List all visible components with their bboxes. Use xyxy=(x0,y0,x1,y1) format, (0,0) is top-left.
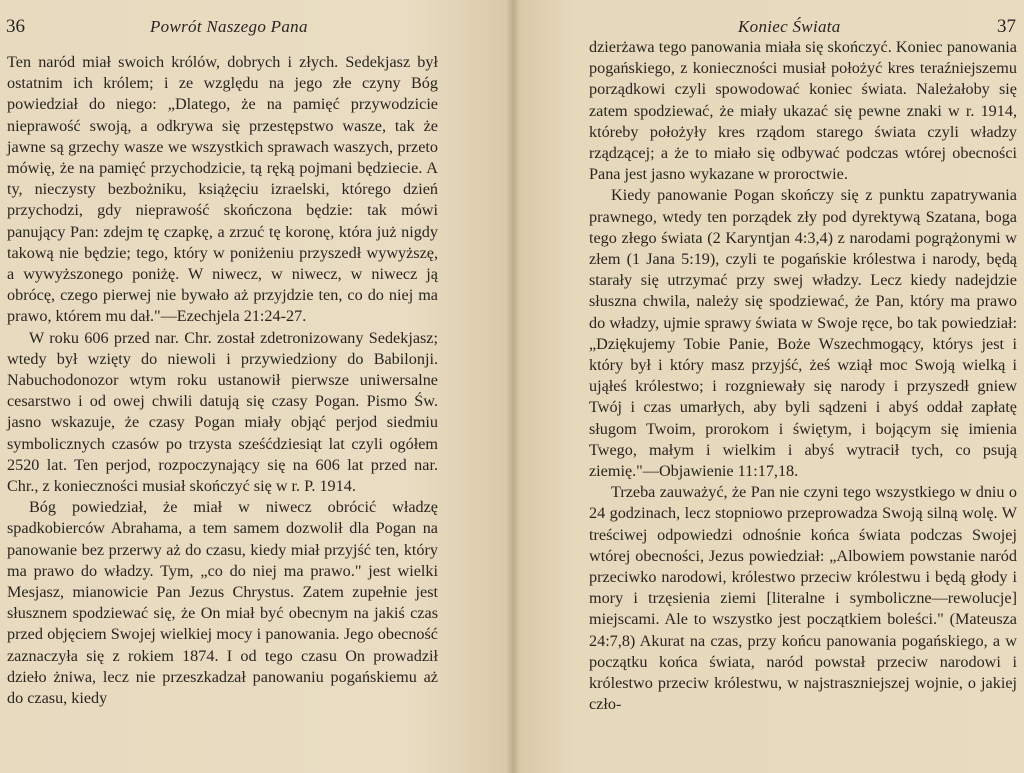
right-page-body xyxy=(589,37,1017,716)
right-page-number: 37 xyxy=(997,16,1016,37)
right-page-header-title: Koniec Świata xyxy=(738,17,841,36)
right-paragraph-3: Trzeba zauważyć, że Pan nie czyni tego wszystkiego w dniu o 24 godzinach, lecz stopniowo przeprowadza Swoją silną wolę. W treściwej odpowiedzi odnośnie końca świata podczas Swojej wtórej obecności, Jezus powiedział: „Albowiem powstanie naród przeciwko narodowi, królestwo przeciw królestwu i będą głody i mory i trzęsienia ziemi [literalne i symboliczne—rewolucje] miejscami. Ale to wszystko jest początkiem boleści." (Mateusza 24:7,8) Akurat na czas, przy końcu panowania pogańskiego, a w początku końca świata, naród powstał przeciw narodowi i królestwo przeciw królestwu, w najstraszniejszej wojnie, o jakiej czło- xyxy=(589,483,1017,714)
left-page-header-title: Powrót Naszego Pana xyxy=(150,17,308,36)
left-paragraph-2: W roku 606 przed nar. Chr. został zdetronizowany Sedekjasz; wtedy był wzięty do niewoli i przywiedziony do Babilonji. Nabuchodonozor wtym roku ustanowił pierwsze uniwersalne cesarstwo i od owej chwili datują się czasy Pogan. Pismo Św. jasno wskazuje, że czasy Pogan miały objąć perjod siedmiu symbolicznych czasów po trzysta sześćdziesiąt lat czyli ogółem 2520 lat. Ten perjod, rozpoczynający się na 606 lat przed nar. Chr., z konieczności musiał skończyć się w r. P. 1914. xyxy=(7,328,438,496)
right-page xyxy=(512,0,1024,773)
left-paragraph-1: Ten naród miał swoich królów, dobrych i złych. Sedekjasz był ostatnim ich królem; i ze względu na jego złe czyny Bóg powiedział do niego: „Dlatego, że na pamięć przywodzicie nieprawość swoją, a odkrywa się przestępstwo wasze, tak że jawne są grzechy wasze we wszystkich sprawach waszych, przeto mówię, że na pamięć przychodzicie, tą ręką pojmani będziecie. A ty, nieczysty bezbożniku, książęciu izraelski, którego dzień przychodzi, gdy nieprawość skończona będzie: tak mówi panujący Pan: zdejm tę czapkę, a zrzuć tę koronę, która już nigdy takową nie będzie; tego, który w poniżeniu przyszedł wywyższę, a wywyższonego poniżę. W niwecz, w niwecz, w niwecz ją obrócę, czego pierwej nie bywało aż przyjdzie ten, co do niej ma prawo, którem mu dał."—Ezechjela 21:24-27. xyxy=(7,53,438,326)
left-paragraph-3: Bóg powiedział, że miał w niwecz obrócić władzę spadkobierców Abrahama, a tem samem dozwolił dla Pogan na panowanie bez przerwy aż do czasu, kiedy miał przyjść ten, który ma prawo do władzy. Tym, „co do niej ma prawo." jest wielki Mesjasz, mianowicie Pan Jezus Chrystus. Zatem zupełnie jest słusznem spodziewać się, że On miał być obecnym na jakiś czas przed objęciem Swojej wielkiej mocy i panowania. Jego obecność zaznaczyła się z rokiem 1874. I od tego czasu On prowadził dzieło żniwa, lecz nie przeszkadzał panowaniu pogańskiemu aż do czasu, kiedy xyxy=(7,498,438,708)
left-page-number: 36 xyxy=(6,16,25,37)
right-paragraph-1: dzierżawa tego panowania miała się skończyć. Koniec panowania pogańskiego, z konieczności musiał położyć kres teraźniejszemu porządkowi czyli spowodować koniec świata. Należałoby się zatem spodziewać, że miały ukazać się pewne znaki w r. 1914, któreby położyły kres rządom starego świata czyli władzy rządzącej; a że to miało się odbywać podczas wtórej obecności Pana jest jasno wykazane w proroctwie. xyxy=(589,38,1017,184)
right-paragraph-2: Kiedy panowanie Pogan skończy się z punktu zapatrywania prawnego, wtedy ten porządek zły pod dyrektywą Szatana, boga tego złego świata (2 Karyntjan 4:3,4) z narodami pogrążonymi w złem (1 Jana 5:19), czyli te pogańskie królestwa i narody, będą starały się utrzymać przy swej władzy. Lecz kiedy nadejdzie słuszna chwila, należy się spodziewać, że Pan, który ma prawo do władzy, ujmie sprawy świata w Swoje ręce, bo tak powiedział: „Dziękujemy Tobie Panie, Boże Wszechmogący, którys jest i który był i który masz przyjść, żeś wziął moc Swoją wielką i ująłeś królestwo; i rozgniewały się narody i przyszedł gniew Twój i czas umarłych, aby byli sądzeni i abyś oddał zapłatę sługom Twoim, prorokom i świętym, i bojącym się imienia Twego, małym i wielkim i abyś wytracił tych, co psują ziemię."—Objawienie 11:17,18. xyxy=(589,186,1017,481)
left-page-body xyxy=(7,52,438,709)
